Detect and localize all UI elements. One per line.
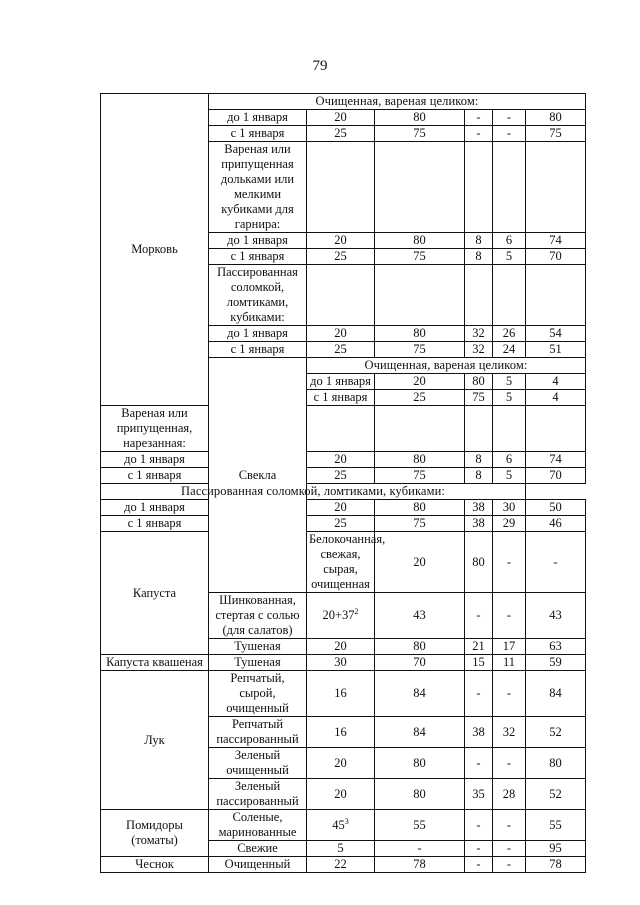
value-cell: 20 [307, 500, 375, 516]
period-cell: до 1 января [307, 374, 375, 390]
value-cell: - [493, 110, 526, 126]
section-header: Очищенная, вареная целиком: [209, 94, 586, 110]
value-cell: 29 [493, 516, 526, 532]
value-cell: 25 [375, 390, 465, 406]
value-cell: 20 [307, 779, 375, 810]
processing-method-cell: Репчатый, сырой, очищенный [209, 671, 307, 717]
value-cell: 80 [375, 779, 465, 810]
value-cell: 75 [375, 342, 465, 358]
value-cell: - [465, 841, 493, 857]
value-cell: 11 [493, 655, 526, 671]
table-row [101, 500, 586, 516]
value-cell: 74 [526, 452, 586, 468]
empty-cell [307, 142, 375, 233]
value-cell: 80 [465, 532, 493, 593]
value-cell: 84 [526, 671, 586, 717]
product-name-cell: Капуста квашеная [101, 655, 209, 671]
value-cell: 75 [375, 249, 465, 265]
table-row [101, 484, 586, 500]
value-cell: - [493, 857, 526, 873]
period-cell: с 1 января [209, 249, 307, 265]
value-cell: 20 [307, 233, 375, 249]
value-cell: 43 [526, 593, 586, 639]
value-cell: 25 [307, 516, 375, 532]
page-number: 79 [312, 58, 328, 74]
value-cell: 50 [526, 500, 586, 516]
value-cell: 38 [465, 516, 493, 532]
product-name-cell: Лук [101, 671, 209, 810]
value-cell: 80 [375, 748, 465, 779]
table-row [101, 452, 586, 468]
product-name-cell: Капуста [101, 532, 209, 655]
value-cell: 6 [493, 233, 526, 249]
product-name-cell: Морковь [101, 94, 209, 406]
processing-method-cell: Соленые, маринованные [209, 810, 307, 841]
period-cell: с 1 января [209, 126, 307, 142]
value-cell: - [375, 841, 465, 857]
value-cell: 15 [465, 655, 493, 671]
value-cell: 80 [375, 110, 465, 126]
processing-method-cell: Вареная или припущенная, нарезанная: [101, 406, 209, 452]
processing-method-cell: Репчатый пассированный [209, 717, 307, 748]
value-cell: - [465, 593, 493, 639]
value-cell: 75 [465, 390, 493, 406]
value-cell [307, 593, 375, 639]
empty-cell [375, 142, 465, 233]
value-cell: 24 [493, 342, 526, 358]
value-cell: 8 [465, 452, 493, 468]
value-cell: 32 [465, 326, 493, 342]
value-cell: 6 [493, 452, 526, 468]
value-cell: 4 [526, 390, 586, 406]
footnote-mark: 2 [354, 606, 359, 616]
value-cell: 80 [375, 452, 465, 468]
value-cell: 30 [307, 655, 375, 671]
value-cell: 5 [493, 390, 526, 406]
value-text: 45 [332, 817, 345, 832]
processing-method-cell: Очищенный [209, 857, 307, 873]
product-name-cell: Помидоры (томаты) [101, 810, 209, 857]
product-name-cell: Чеснок [101, 857, 209, 873]
value-cell: 4 [526, 374, 586, 390]
value-cell: 25 [307, 249, 375, 265]
value-cell: 32 [493, 717, 526, 748]
value-cell: 30 [493, 500, 526, 516]
section-header: Очищенная, вареная целиком: [307, 358, 586, 374]
processing-method-cell: Зеленый пассированный [209, 779, 307, 810]
value-cell: 63 [526, 639, 586, 655]
period-cell: с 1 января [209, 342, 307, 358]
period-cell: с 1 января [307, 390, 375, 406]
period-cell: до 1 января [101, 452, 209, 468]
value-cell: 17 [493, 639, 526, 655]
processing-method-cell: Свежие [209, 841, 307, 857]
value-cell: 20 [307, 326, 375, 342]
table-row [101, 671, 586, 717]
value-cell: 80 [526, 748, 586, 779]
period-cell: с 1 января [101, 516, 209, 532]
value-cell [307, 810, 375, 841]
value-cell: 5 [493, 249, 526, 265]
value-cell: 80 [375, 326, 465, 342]
value-cell: 74 [526, 233, 586, 249]
value-cell: 5 [493, 468, 526, 484]
value-cell: - [465, 126, 493, 142]
value-cell: 26 [493, 326, 526, 342]
value-cell: - [465, 110, 493, 126]
value-cell: 20 [307, 452, 375, 468]
empty-cell [493, 265, 526, 326]
value-cell: - [493, 810, 526, 841]
value-cell: 55 [526, 810, 586, 841]
value-cell: 78 [375, 857, 465, 873]
empty-cell [307, 265, 375, 326]
table-row [101, 468, 586, 484]
value-cell: 52 [526, 717, 586, 748]
value-cell: - [465, 857, 493, 873]
empty-cell [465, 142, 493, 233]
value-cell: 80 [375, 639, 465, 655]
table-row [101, 857, 586, 873]
processing-method-cell: Шинкованная, стертая с солью (для салатов) [209, 593, 307, 639]
period-cell: до 1 января [209, 233, 307, 249]
value-cell: 75 [375, 468, 465, 484]
value-cell: 80 [526, 110, 586, 126]
table-row [101, 532, 586, 593]
processing-method-cell: Пассированная соломкой, ломтиками, кубиками: [209, 265, 307, 326]
empty-cell [465, 265, 493, 326]
value-cell: - [493, 841, 526, 857]
vegetable-waste-norms-table [100, 93, 586, 873]
value-cell: 20 [307, 639, 375, 655]
value-text: 20+37 [322, 608, 355, 622]
value-cell: 20 [307, 110, 375, 126]
value-cell: 16 [307, 717, 375, 748]
empty-cell [375, 265, 465, 326]
value-cell: 20 [307, 748, 375, 779]
value-cell: 5 [493, 374, 526, 390]
value-cell: 35 [465, 779, 493, 810]
value-cell: - [465, 810, 493, 841]
value-cell: 75 [526, 126, 586, 142]
value-cell: 54 [526, 326, 586, 342]
period-cell: до 1 января [101, 500, 209, 516]
value-cell: 8 [465, 249, 493, 265]
empty-cell [493, 406, 526, 452]
value-cell: - [465, 671, 493, 717]
empty-cell [307, 406, 375, 452]
empty-cell [375, 406, 465, 452]
value-cell: - [493, 593, 526, 639]
value-cell: 51 [526, 342, 586, 358]
value-cell: 8 [465, 468, 493, 484]
value-cell: 80 [375, 233, 465, 249]
value-cell: 20 [375, 374, 465, 390]
value-cell: - [465, 748, 493, 779]
value-cell: 84 [375, 717, 465, 748]
value-cell: 25 [307, 126, 375, 142]
value-cell: 8 [465, 233, 493, 249]
value-cell: 59 [526, 655, 586, 671]
table-row [101, 406, 586, 452]
processing-method-cell: Тушеная [209, 639, 307, 655]
value-cell: 70 [375, 655, 465, 671]
value-cell: 70 [526, 249, 586, 265]
value-cell: 80 [375, 500, 465, 516]
value-cell: 75 [375, 516, 465, 532]
processing-method-cell: Белокочанная, свежая, сырая, очищенная [307, 532, 375, 593]
value-cell: 32 [465, 342, 493, 358]
value-cell: 52 [526, 779, 586, 810]
value-cell: 38 [465, 500, 493, 516]
empty-cell [465, 406, 493, 452]
value-cell: 16 [307, 671, 375, 717]
value-cell: 20 [375, 532, 465, 593]
value-cell: 46 [526, 516, 586, 532]
value-cell: - [493, 671, 526, 717]
value-cell: - [493, 126, 526, 142]
period-cell: с 1 января [101, 468, 209, 484]
value-cell: 21 [465, 639, 493, 655]
empty-cell [526, 142, 586, 233]
processing-method-cell: Тушеная [209, 655, 307, 671]
section-header: Пассированная соломкой, ломтиками, кубиками: [101, 484, 526, 500]
footnote-mark: 3 [344, 816, 349, 826]
empty-cell [526, 406, 586, 452]
table-row [101, 655, 586, 671]
table-row [101, 516, 586, 532]
value-cell: 84 [375, 671, 465, 717]
value-cell: 5 [307, 841, 375, 857]
value-cell: 78 [526, 857, 586, 873]
product-name-cell: Свекла [209, 358, 307, 593]
processing-method-cell: Зеленый очищенный [209, 748, 307, 779]
value-cell: 22 [307, 857, 375, 873]
value-cell: - [493, 532, 526, 593]
table-row [101, 94, 586, 110]
period-cell: до 1 января [209, 110, 307, 126]
value-cell: 80 [465, 374, 493, 390]
value-cell: 25 [307, 468, 375, 484]
value-cell: - [526, 532, 586, 593]
empty-cell [493, 142, 526, 233]
value-cell: - [493, 748, 526, 779]
value-cell: 95 [526, 841, 586, 857]
value-cell: 70 [526, 468, 586, 484]
value-cell: 55 [375, 810, 465, 841]
value-cell: 43 [375, 593, 465, 639]
empty-cell [526, 265, 586, 326]
value-cell: 28 [493, 779, 526, 810]
processing-method-cell: Вареная или припущенная дольками или мелкими кубиками для гарнира: [209, 142, 307, 233]
value-cell: 25 [307, 342, 375, 358]
period-cell: до 1 января [209, 326, 307, 342]
value-cell: 75 [375, 126, 465, 142]
table-row [101, 810, 586, 841]
value-cell: 38 [465, 717, 493, 748]
